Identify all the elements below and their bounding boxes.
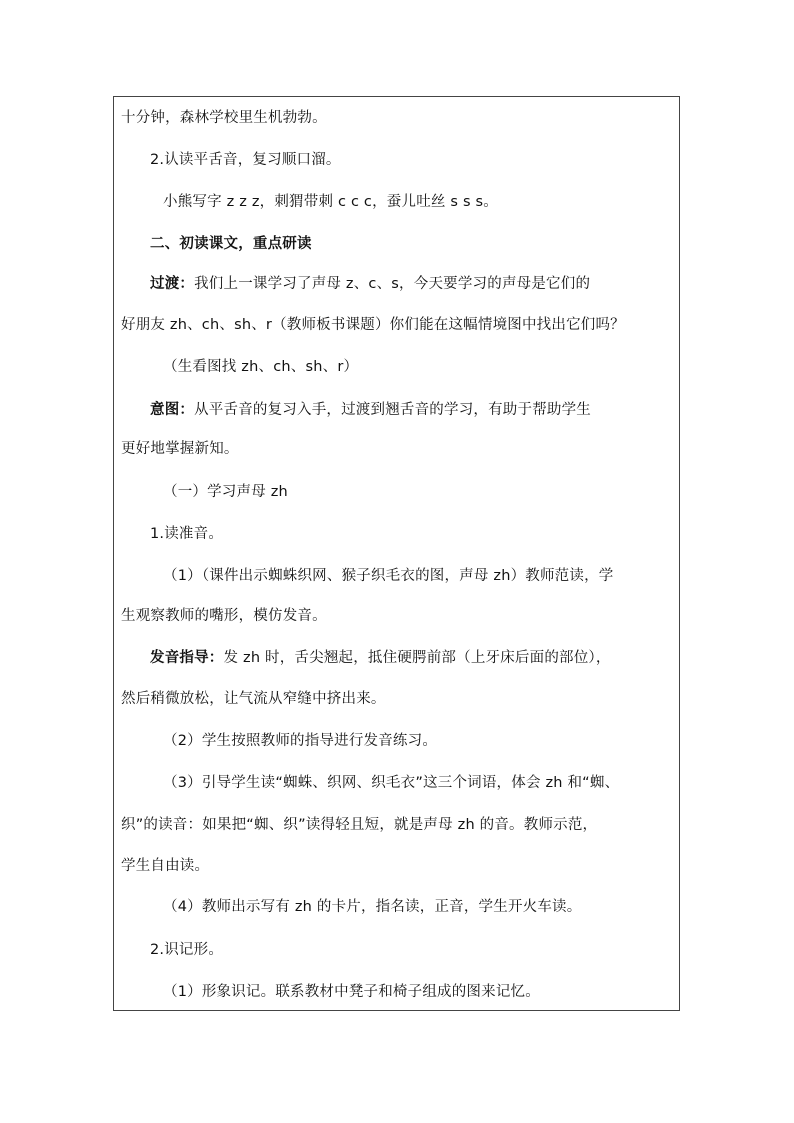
text-line: （1）形象识记。联系教材中凳子和椅子组成的图来记忆。: [163, 984, 540, 1000]
text-line: 2.识记形。: [150, 942, 224, 958]
text-line: （3）引导学生读“蜘蛛、织网、织毛衣”这三个词语，体会 zh 和“蜘、: [163, 775, 620, 791]
section-heading: 二、初读课文，重点研读: [150, 236, 312, 252]
label-intent: 意图：: [150, 402, 195, 418]
text-line: 好朋友 zh、ch、sh、r（教师板书课题）你们能在这幅情境图中找出它们吗？: [121, 317, 625, 333]
text-line: 十分钟，森林学校里生机勃勃。: [121, 110, 327, 126]
text-line: 意图：从平舌音的复习入手，过渡到翘舌音的学习，有助于帮助学生: [150, 402, 592, 418]
text-line: 更好地掌握新知。: [121, 441, 239, 457]
label-pronunciation-guide: 发音指导：: [150, 650, 224, 666]
text-line: 1.读准音。: [150, 526, 224, 542]
text-line: （1）（课件出示蜘蛛织网、猴子织毛衣的图，声母 zh）教师范读，学: [163, 568, 614, 584]
subsection-heading: （一）学习声母 zh: [163, 484, 288, 500]
text-line: 过渡：我们上一课学习了声母 z、c、s，今天要学习的声母是它们的: [150, 276, 591, 292]
text-line: 学生自由读。: [121, 858, 210, 874]
label-transition: 过渡：: [150, 276, 195, 292]
text-line: （4）教师出示写有 zh 的卡片，指名读，正音，学生开火车读。: [163, 899, 582, 915]
text-line: 生观察教师的嘴形，模仿发音。: [121, 608, 327, 624]
text-line: 发音指导：发 zh 时，舌尖翘起，抵住硬腭前部（上牙床后面的部位），: [150, 650, 611, 666]
text-line: 小熊写字 z z z，刺猬带刺 c c c，蚕儿吐丝 s s s。: [163, 194, 498, 210]
text-line: 然后稍微放松，让气流从窄缝中挤出来。: [121, 691, 386, 707]
text-line: （2）学生按照教师的指导进行发音练习。: [163, 733, 438, 749]
text-line: 2.认读平舌音，复习顺口溜。: [150, 152, 341, 168]
text-line: 织”的读音：如果把“蜘、织”读得轻且短，就是声母 zh 的音。教师示范，: [121, 817, 598, 833]
text-line: （生看图找 zh、ch、sh、r）: [163, 359, 359, 375]
